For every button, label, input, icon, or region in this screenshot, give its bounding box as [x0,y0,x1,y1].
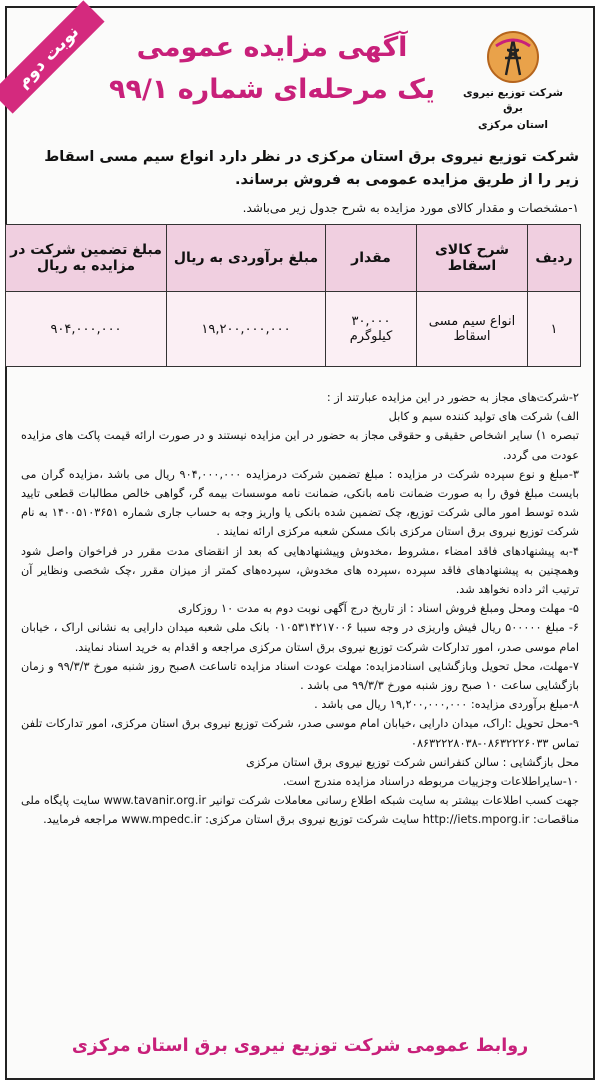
cell-estimated-amount: ۱۹,۲۰۰,۰۰۰,۰۰۰ [168,292,327,367]
term-8: ۸-مبلغ برآوردی مزایده: ۱۹,۲۰۰,۰۰۰,۰۰۰ ریال می باشد . [315,698,580,712]
term-4: ۴-به پیشنهادهای فاقد امضاء ،مشروط ،مخدوش وپیشنهادهایی که بعد از انقضای مدت مقرر در فراخوان واصل شود وهمچنین به پیشنهادهای فاقد سپرده ،سپرده های مخدوش، سپرده‌های کمتر از میزان مقرر ،چک شخصی ونظایر آن ترتیب اثر داده نخواهد شد. [22,544,580,597]
company-name-line2: استان مرکزی [478,119,550,131]
term-2a: الف) شرکت های تولید کننده سیم و کابل [389,410,580,424]
cell-guarantee-amount: ۹۰۴,۰۰۰,۰۰۰ [7,292,168,367]
power-tower-logo-icon [487,30,541,84]
term-10: ۱۰-سایراطلاعات وجزییات مربوطه دراسناد مزایده مندرج است. [283,775,580,789]
col-description: شرح کالای اسقاط [418,225,529,292]
term-2-note: تبصره ۱) سایر اشخاص حقیقی و حقوقی مجاز به حضور در این مزایده نیستند و در صورت ارائه قیمت پاکت های مزایده عودت می گردد. [22,429,580,462]
term-3: ۳-مبلغ و نوع سپرده شرکت در مزایده : مبلغ تضمین شرکت درمزایده ۹۰۴,۰۰۰,۰۰۰ ریال می باشد ،مزایده گران می بایست مبلغ فوق را به صورت ضمانت نامه بانکی، ضمانت نامه موسسات بیمه گر، گواهی خالص مطالبات قطعی تایید شده توسط امور مالی شرکت توزیع، چک تضمین شده بانکی یا واریز وجه به حساب جاری شماره ۱۴۰۰۵۱۰۳۶۵۱ به نام شرکت توزیع نیروی برق استان مرکزی بانک مسکن شعبه مرکزی ارائه نمایند . [22,467,580,539]
auction-terms [22,388,580,830]
cell-description: انواع سیم مسی اسقاط [418,292,529,367]
cell-row-number: ۱ [529,292,582,367]
auction-number: یک مرحله‌ای شماره ۹۹/۱ [110,74,436,105]
more-info: جهت کسب اطلاعات بیشتر به سایت شبکه اطلاع رسانی معاملات شرکت توانیر www.tavanir.org.ir سایت پایگاه ملی مناقصات: http://iets.mporg.ir سایت شرکت توزیع نیروی برق استان مرکزی: www.mpedc.ir مراجعه فرمایید. [22,794,580,827]
col-quantity: مقدار [327,225,418,292]
intro-paragraph: شرکت توزیع نیروی برق استان مرکزی در نظر دارد انواع سیم مسی اسقاط زیر را از طریق مزایده عمومی به فروش برساند. [45,149,580,188]
advertisement-frame [6,6,596,1080]
term-6: ۶- مبلغ ۵۰۰۰۰۰ ریال فیش واریزی در وجه سیبا ۰۱۰۵۳۱۴۲۱۷۰۰۶ بانک ملی شعبه میدان دارایی به نشانی اراک ، خیابان امام موسی صدر، امور تدارکات شرکت توزیع نیروی برق استان مرکزی مراجعه و اقدام به خرید اسناد نمایند. [22,621,580,654]
goods-table-header [7,225,582,292]
col-estimated-amount: مبلغ برآوردی به ریال [168,225,327,292]
public-relations-signature: روابط عمومی شرکت توزیع نیروی برق استان مرکزی [72,1036,530,1056]
col-row-number: ردیف [529,225,582,292]
goods-table [6,224,582,367]
term-5: ۵- مهلت ومحل ومبلغ فروش اسناد : از تاریخ درج آگهی نوبت دوم به مدت ۱۰ روزکاری [178,602,580,616]
table-row [7,292,582,367]
term-9: ۹-محل تحویل :اراک، میدان دارایی ،خیابان امام موسی صدر، شرکت توزیع نیروی برق استان مرکزی، امور تدارکات تلفن تماس ۰۸۶۳۲۲۲۶۰۳۳-۰۸۶۳۲۲۲۸۰۳۸ [22,717,580,750]
opening-location: محل بازگشایی : سالن کنفرانس شرکت توزیع نیروی برق استان مرکزی [247,755,580,769]
company-name-line1: شرکت توزیع نیروی برق [464,87,564,114]
term-2: ۲-شرکت‌های مجاز به حضور در این مزایده عبارتند از : [327,391,580,404]
company-logo-block [454,30,574,133]
headline: آگهی مزایده عمومی [137,32,409,63]
second-round-badge: نوبت دوم [0,0,106,113]
cell-quantity: ۳۰,۰۰۰ کیلوگرم [327,292,418,367]
item-1-text: ۱-مشخصات و مقدار کالای مورد مزایده به شرح جدول زیر می‌باشد. [243,201,580,215]
term-7: ۷-مهلت، محل تحویل وبازگشایی اسنادمزایده: مهلت عودت اسناد مزایده تاساعت ۸صبح روز شنبه مورخ ۹۹/۳/۳ و زمان بازگشایی ساعت ۱۰ صبح روز شنبه مورخ ۹۹/۳/۳ می باشد . [22,659,580,693]
col-guarantee-amount: مبلغ تضمین شرکت در مزایده به ریال [7,225,168,292]
